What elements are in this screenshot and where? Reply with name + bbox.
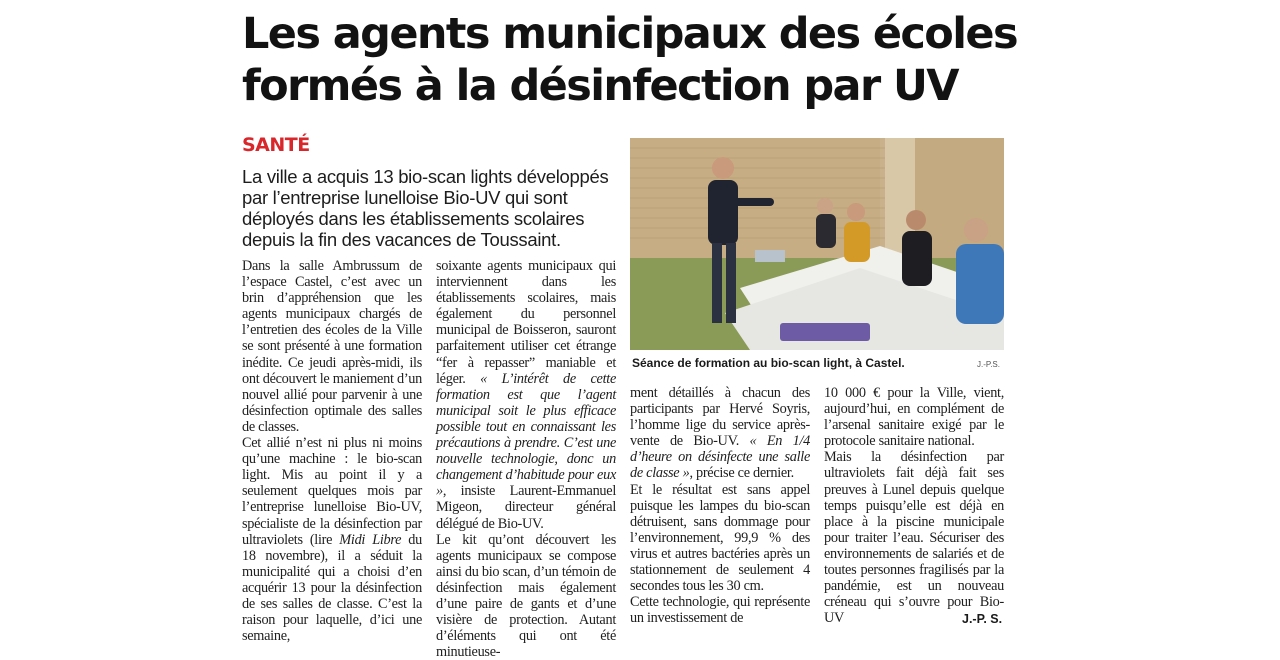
text-run: du 18 novembre), il a séduit la municipalité qui a choisi d’en acquérir 13 pour la désinfection de ses salles de classe. C’est la raison pour laquelle, d’ici une semaine,: [242, 531, 422, 645]
paragraph: [630, 385, 810, 482]
paragraph: Et le résultat est sans appel puisque les lampes du bio-scan détruisent, sans dommage pour l’environnement, 99,9 % des virus et autres bactéries après un stationnement de seulement 4 secondes tous les 30 cm.: [630, 481, 810, 595]
photo-illustration: [630, 138, 1004, 350]
headline: Les agents municipaux des écoles formés à la désinfection par UV: [242, 9, 1017, 111]
italic-text: Midi Libre: [339, 531, 402, 548]
paragraph: Mais la désinfection par ultraviolets fait déjà fait ses preuves à Lunel depuis quelque temps puisqu’elle est déjà en place à la piscine municipale pour traiter l’eau. Sécuriser des environnements de salariés et de toutes personnes fragilisés par la pandémie, est un nouveau créneau qui s’ouvre pour Bio-UV: [824, 449, 1004, 627]
paragraph: [242, 435, 422, 644]
photo-credit: J.-P.S.: [977, 360, 1000, 369]
quote-text: « En 1/4 d’heure on désinfecte une salle de classe »: [630, 433, 810, 482]
paragraph: Cette technologie, qui représente un investissement de: [630, 594, 810, 627]
quote-text: « L’intérêt de cette formation est que l’agent municipal soit le plus efficace possible tout en connaissant les précautions à prendre. C’est une nouvelle technologie, donc un changement d’habitude pour eux »: [436, 370, 616, 500]
photo-caption: Séance de formation au bio-scan light, à Castel.: [632, 356, 905, 370]
text-run: , insiste Laurent-Emmanuel Migeon, directeur général délégué de Bio-UV.: [436, 483, 616, 532]
section-kicker: SANTÉ: [242, 134, 310, 156]
text-column-4: [824, 385, 1004, 626]
author-signature: J.-P. S.: [962, 612, 1003, 626]
article-photo: [630, 138, 1004, 350]
text-column-1: [242, 258, 422, 644]
text-run: Cet allié n’est ni plus ni moins qu’une machine : le bio-scan light. Mis au point il y a seulement quelques mois par l’entreprise lunelloise Bio-UV, spécialiste de la désinfection par ultraviolets (lire: [242, 435, 422, 548]
paragraph: [436, 258, 616, 532]
text-run: soixante agents municipaux qui interviennent dans les établissements scolaires, mais également du personnel municipal de Boisseron, sauront parfaitement utiliser cet étrange “fer à repasser” maniable et léger.: [436, 258, 616, 387]
text-column-2: [436, 258, 616, 660]
paragraph: Le kit qu’ont découvert les agents municipaux se compose ainsi du bio scan, d’un témoin de désinfection mais également d’une paire de gants et d’une visière de protection. Autant d’éléments qui ont été minutieuse-: [436, 531, 616, 660]
text-column-3: [630, 385, 810, 626]
lead-paragraph: La ville a acquis 13 bio-scan lights développés par l’entreprise lunelloise Bio-UV qui sont déployés dans les établissements scolaires depuis la fin des vacances de Toussaint.: [242, 166, 609, 250]
paragraph: 10 000 € pour la Ville, vient, aujourd’hui, en complément de l’arsenal sanitaire exigé par le protocole sanitaire national.: [824, 385, 1004, 450]
text-run: ment détaillés à chacun des participants par Hervé Soyris, l’homme lige du service après-vente de Bio-UV.: [630, 385, 810, 450]
paragraph: Dans la salle Ambrussum de l’espace Castel, c’est avec un brin d’appréhension que les agents municipaux chargés de l’entretien des écoles de la Ville se sont présenté à une formation inédite. Ce jeudi après-midi, ils ont découvert le maniement d’un nouvel allié pour parvenir à une désinfection optimale des salles de classes.: [242, 258, 422, 435]
text-run: , précise ce dernier.: [689, 465, 794, 482]
